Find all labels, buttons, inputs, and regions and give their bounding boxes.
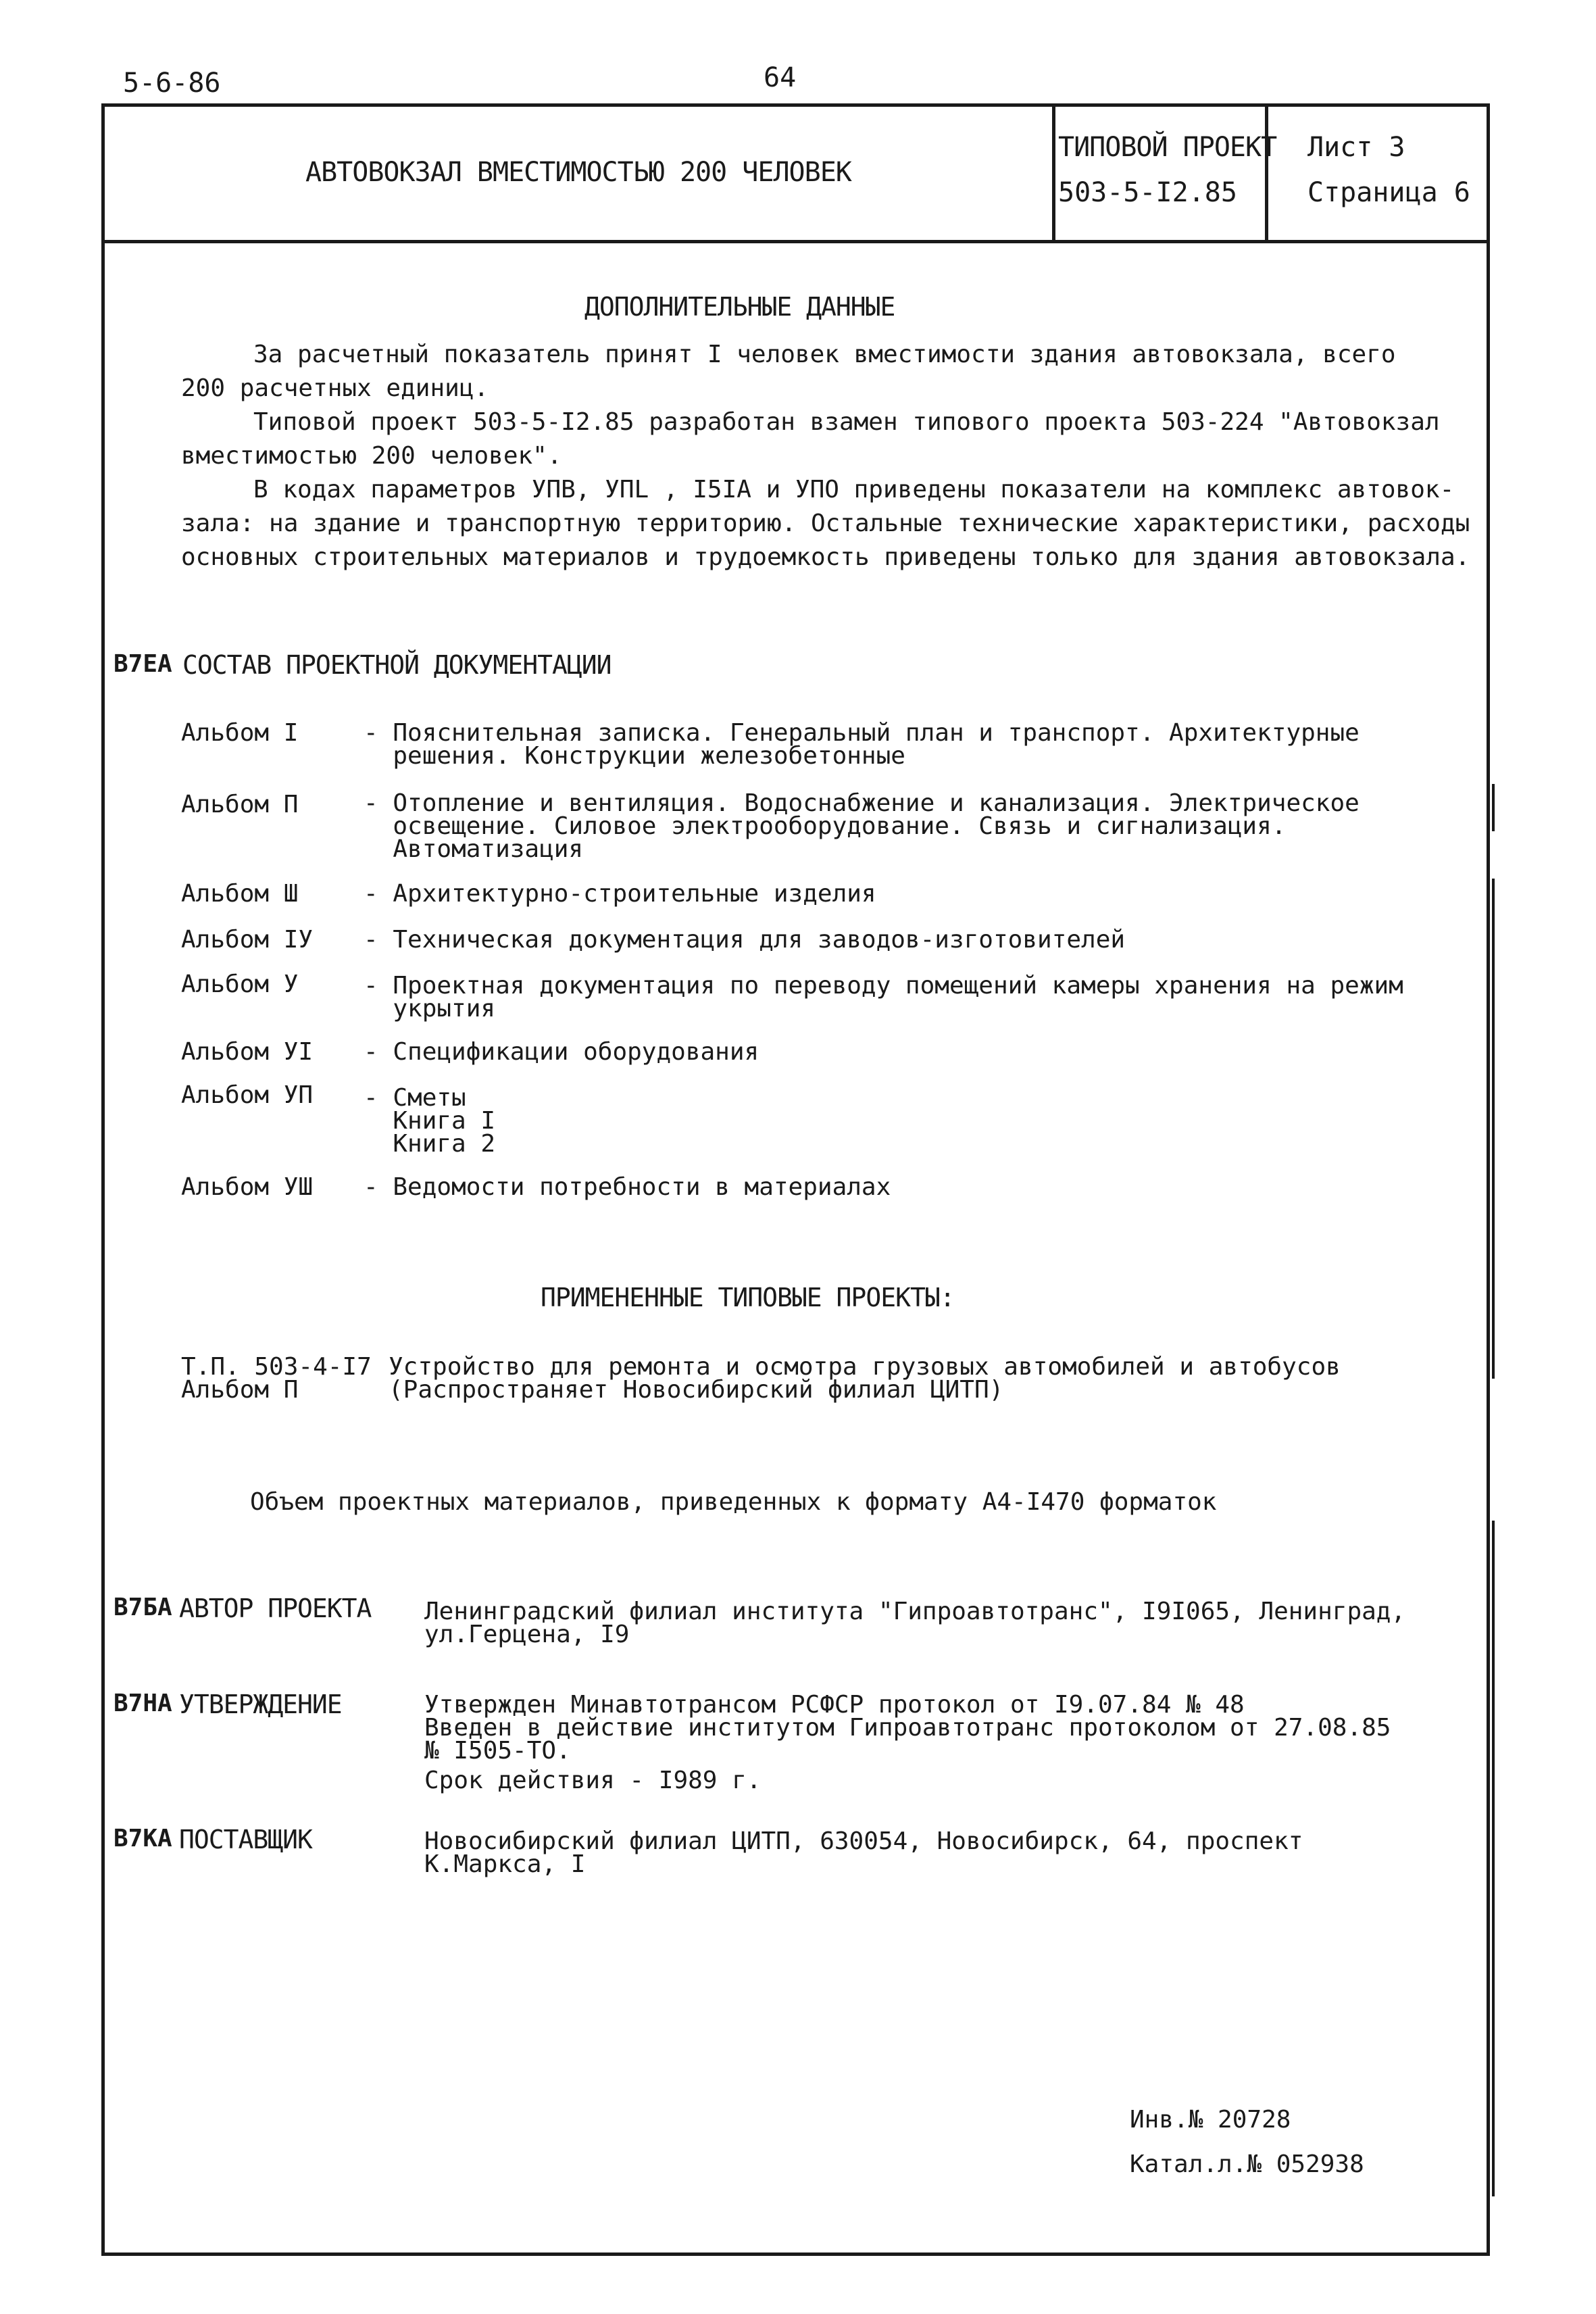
applied-projects-heading: ПРИМЕНЕННЫЕ ТИПОВЫЕ ПРОЕКТЫ: [541, 1283, 955, 1312]
supplier-label: ПОСТАВЩИК [179, 1825, 312, 1854]
scan-mark [1492, 1521, 1495, 2196]
album-label: Альбом УШ [181, 1173, 314, 1201]
additional-line: вместимостью 200 человек". [181, 442, 562, 470]
composition-heading: СОСТАВ ПРОЕКТНОЙ ДОКУМЕНТАЦИИ [182, 650, 612, 680]
supplier-value: Новосибирский филиал ЦИТП, 630054, Новосибирск, 64, проспект К.Маркса, I [424, 1827, 1303, 1878]
catalog-number: Катал.л.№ 052938 [1130, 2150, 1364, 2178]
album-label: Альбом IУ [181, 926, 314, 954]
author-value: Ленинградский филиал института "Гипроавтотранс", I9I065, Ленинград, ул.Герцена, I9 [424, 1598, 1406, 1648]
additional-line: Типовой проект 503-5-I2.85 разработан взамен типового проекта 503-224 "Автовокзал [253, 408, 1440, 436]
additional-line: За расчетный показатель принят I человек вместимости здания автовокзала, всего [253, 341, 1396, 368]
approval-code: В7НА [114, 1690, 172, 1717]
composition-code: В7ЕА [114, 650, 172, 678]
applied-project-description: Устройство для ремонта и осмотра грузовых автомобилей и автобусов (Распространяет Новосибирский филиал ЦИТП) [389, 1353, 1341, 1404]
project-label: ТИПОВОЙ ПРОЕКТ [1058, 132, 1277, 163]
album-description: - Пояснительная записка. Генеральный план и транспорт. Архитектурные решения. Конструкции железобетонные [364, 719, 1360, 770]
document-code: 5-6-86 [123, 68, 221, 99]
album-label: Альбом УI [181, 1038, 314, 1066]
album-label: Альбом I [181, 719, 299, 747]
album-label: Альбом УП [181, 1081, 314, 1109]
supplier-code: В7КА [114, 1825, 172, 1852]
author-code: В7БА [114, 1594, 172, 1621]
approval-label: УТВЕРЖДЕНИЕ [179, 1690, 342, 1719]
document-title: АВТОВОКЗАЛ ВМЕСТИМОСТЬЮ 200 ЧЕЛОВЕК [305, 157, 851, 188]
header-col-divider-1 [1052, 103, 1055, 243]
album-label: Альбом П [181, 791, 299, 818]
page-label: Страница 6 [1307, 177, 1470, 208]
album-label: Альбом Ш [181, 880, 299, 908]
header-col-divider-2 [1265, 103, 1268, 243]
author-label: АВТОР ПРОЕКТА [179, 1594, 372, 1623]
sheet-label: Лист 3 [1307, 132, 1405, 163]
additional-line: В кодах параметров УПВ, УПL , I5IA и УПО приведены показатели на комплекс автовок- [253, 476, 1455, 503]
album-description: - Техническая документация для заводов-изготовителей [364, 926, 1126, 954]
album-description: - Сметы Книга I Книга 2 [364, 1084, 496, 1158]
album-description: - Архитектурно-строительные изделия [364, 880, 876, 908]
album-description: - Проектная документация по переводу помещений камеры хранения на режим укрытия [364, 972, 1403, 1023]
additional-line: 200 расчетных единиц. [181, 374, 489, 402]
page-number: 64 [764, 62, 797, 93]
album-label: Альбом У [181, 970, 299, 998]
approval-value: Утвержден Минавтотрансом РСФСР протокол от I9.07.84 № 48 Введен в действие институтом Гипроавтотранс протоколом от 27.08.85 № I505-ТО. Срок действия - I989 г. [424, 1691, 1391, 1794]
volume-note: Объем проектных материалов, приведенных к формату А4-I470 форматок [250, 1488, 1217, 1516]
project-number: 503-5-I2.85 [1058, 177, 1237, 208]
additional-line: зала: на здание и транспортную территорию. Остальные технические характеристики, расходы [181, 510, 1470, 537]
additional-line: основных строительных материалов и трудоемкость приведены только для здания автовокзала. [181, 543, 1470, 571]
album-description: - Спецификации оборудования [364, 1038, 759, 1066]
album-description: - Отопление и вентиляция. Водоснабжение и канализация. Электрическое освещение. Силовое электрооборудование. Связь и сигнализация. Автоматизация [364, 789, 1360, 863]
inventory-number: Инв.№ 20728 [1130, 2106, 1291, 2134]
additional-data-heading: ДОПОЛНИТЕЛЬНЫЕ ДАННЫЕ [584, 292, 895, 322]
header-divider [101, 240, 1487, 243]
scan-mark [1492, 879, 1495, 1379]
album-description: - Ведомости потребности в материалах [364, 1173, 891, 1201]
applied-project-ref: Т.П. 503-4-I7 Альбом П [181, 1353, 372, 1404]
scan-mark [1492, 784, 1495, 831]
